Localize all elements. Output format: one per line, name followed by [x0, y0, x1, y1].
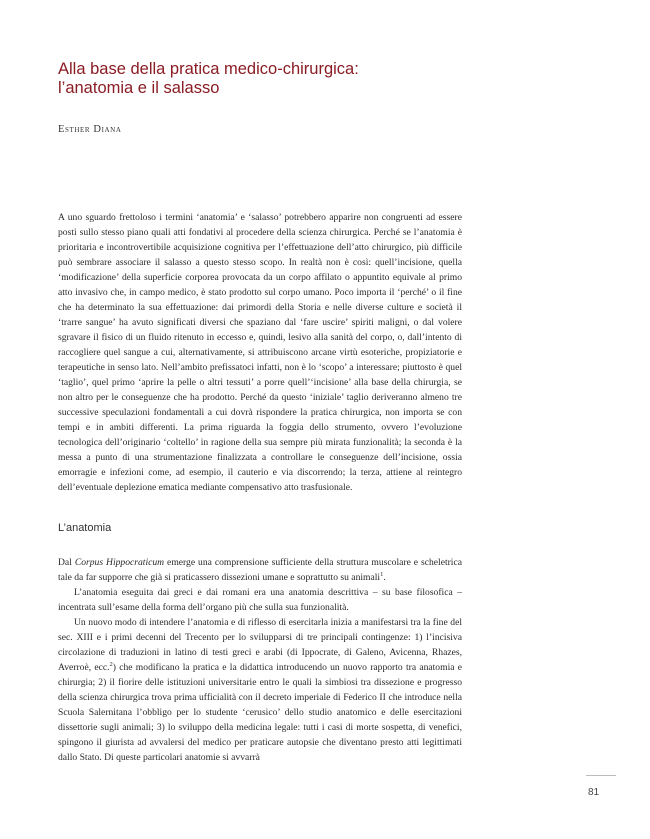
section-paragraph-3-text-a: Un nuovo modo di intendere l’anatomia e di riflesso di esercitarla inizia a manifestarsi tra la fine del sec. XIII e i primi decenni del Trecento per lo svilupparsi di tre principali contingenze: 1) l’incisiva circolazione di traduzioni in latino di testi greci e arabi (di Ippocrate, di Galeno, Avicenna, Rhazes, Averroè, ecc.: [58, 617, 462, 673]
section-paragraph-1-end: .: [383, 572, 386, 583]
section-paragraph-1-text-a: Dal: [58, 557, 75, 568]
intro-text: A uno sguardo frettoloso i termini ‘anatomia’ e ‘salasso’ potrebbero apparire non congruenti ad essere posti sullo stesso piano quali atti fondativi al procedere della scienza chirurgica. Perché se l’anatomia è prioritaria e incontrovertibile acquisizione cognitiva per l’effettuazione dell’atto chirurgico, più difficile può sembrare associare il salasso a questo stesso scopo. In realtà non è così: quell’incisione, quella ‘modificazione’ della superficie corporea provocata da un corpo affilato o appuntito equivale al primo atto invasivo che, in campo medico, è stato prodotto sul corpo umano. Poco importa il ‘perché’ o il fine che ha determinato la sua effettuazione: dai primordi della Storia e nelle diverse culture e società il ‘trarre sangue’ ha avuto significati diversi che spaziano dal ‘fare uscire’ spiriti maligni, o dal volere sgravare il fisico di un fluido ritenuto in eccesso e, quindi, lesivo alla sanità del corpo, o, dall’intento di raccogliere quel sangue a cui, alternativamente, si attribuiscono arcane virtù esoteriche, propiziatorie e terapeutiche in senso lato. Nell’ambito prefissatoci infatti, non è lo ‘scopo’ a interessare; piuttosto è quel ‘taglio’, quel primo ‘aprire la pelle o altri tessuti’ a porre quell’‘incisione’ alla base della chirurgia, se non altro per le conseguenze che ha prodotto. Perché da questo ‘iniziale’ taglio deriveranno almeno tre successive speculazioni fondamentali a cui dovrà rispondere la pratica chirurgica, non importa se con tempi e in ambiti differenti. La prima riguarda la foggia dello strumento, ovvero l’evoluzione tecnologica dell’originario ‘coltello’ in ragione della sua sempre più mirata funzionalità; la seconda è la messa a punto di una strumentazione finalizzata a controllare le conseguenze dell’incisione, ossia emorragie e infezioni come, ad esempio, il cauterio e via discorrendo; la terza, attiene al reintegro dell’eventuale deplezione ematica mediante compensativo atto trasfusionale.: [58, 212, 462, 493]
section-paragraph-1: [58, 555, 462, 585]
section-paragraph-2: L’anatomia eseguita dai greci e dai romani era una anatomia descrittiva – su base filosofica – incentrata sull’esame della forma dell’organo più che sulla sua funzionalità.: [58, 587, 462, 613]
section-body: [58, 555, 462, 765]
chapter-title-line-1: Alla base della pratica medico-chirurgica:: [58, 60, 359, 78]
chapter-title-line-2: l’anatomia e il salasso: [58, 79, 220, 97]
chapter-title: [58, 60, 478, 98]
footnote-ref-1[interactable]: 1: [380, 570, 384, 578]
corpus-hippocraticum-title: Corpus Hippocraticum: [74, 557, 165, 568]
section-paragraph-3: [58, 615, 462, 765]
section-paragraph-3-text-b: ) che modificano la pratica e la didattica introducendo un nuovo rapporto tra anatomia e chirurgia; 2) il fiorire delle istituzioni universitarie entro le quali la simbiosi tra dissezione e progresso della scienza chirurgica trova prima ufficialità con il decreto imperiale di Federico II che introduce nella Scuola Salernitana l’obbligo per lo studente ‘cerusico’ dello studio anatomico e delle esercitazioni dissettorie sugli animali; 3) lo sviluppo della medicina legale: tutti i casi di morte sospetta, di venefici, spingono il giurista ad avvalersi del medico per praticare autopsie che diventano presto atti legittimati dallo Stato. Di queste particolari anatomie si avvarrà: [58, 662, 463, 763]
footnote-ref-2[interactable]: 2: [109, 660, 113, 668]
author-name: Esther Diana: [58, 124, 122, 135]
section-heading: L’anatomia: [58, 522, 112, 534]
intro-paragraph: [58, 210, 462, 495]
section-paragraph-1-text-b: emerge una comprensione sufficiente della struttura muscolare e scheletrica tale da far supporre che già si praticassero dissezioni umane e soprattutto su animali: [58, 557, 462, 583]
page-number: 81: [588, 787, 600, 798]
footer-rule: [586, 775, 616, 776]
